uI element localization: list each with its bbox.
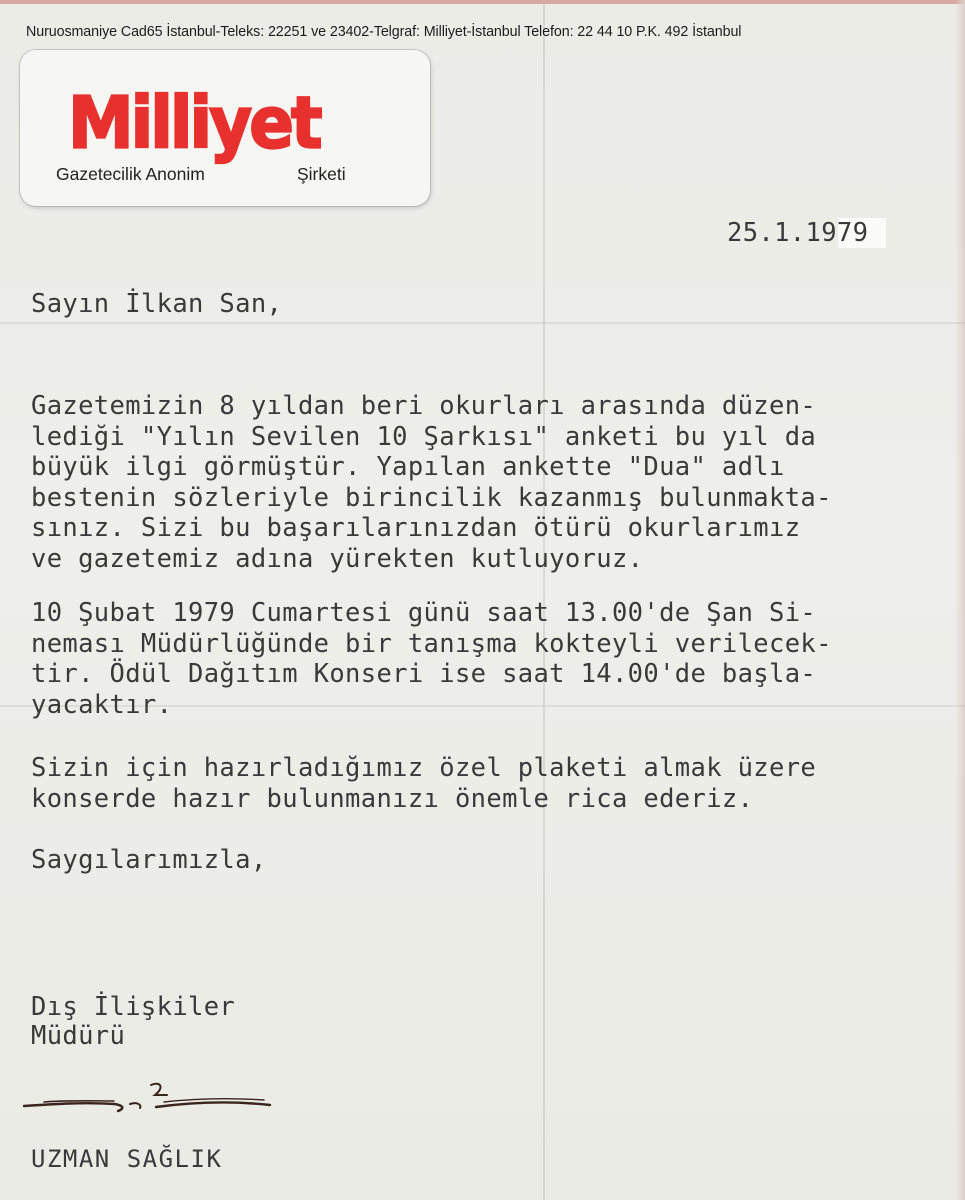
paper-right-edge — [955, 0, 965, 1200]
signatory-title-line: Dış İlişkiler — [31, 992, 236, 1022]
milliyet-logo: Milliyet — [68, 81, 320, 165]
signatory-title-line: Müdürü — [31, 1021, 126, 1051]
paragraph-line: 10 Şubat 1979 Cumartesi günü saat 13.00'de Şan Si- — [31, 598, 817, 628]
paragraph-line: Sizin için hazırladığımız özel plaketi almak üzere — [31, 753, 817, 783]
paper-top-edge — [0, 0, 965, 4]
paragraph-line: sınız. Sizi bu başarılarınızdan ötürü okurlarımız — [31, 513, 801, 543]
logo-subtitle-right: Şirketi — [297, 164, 346, 184]
paragraph-request — [31, 753, 951, 814]
paragraph-line: yacaktır. — [31, 689, 173, 720]
paragraph-line: Gazetemizin 8 yıldan beri okurları arasında düzen- — [31, 391, 817, 421]
letterhead-address: Nuruosmaniye Cad65 İstanbul-Teleks: 22251 ve 23402-Telgraf: Milliyet-İstanbul Telefon: 22 44 10 P.K. 492 İstanbul — [26, 24, 742, 40]
paper-fold-horizontal-upper — [0, 322, 965, 324]
paragraph-line: neması Müdürlüğünde bir tanışma kokteyli verilecek- — [31, 628, 832, 659]
signatory-name: UZMAN SAĞLIK — [31, 1145, 223, 1173]
salutation: Sayın İlkan San, — [31, 289, 283, 319]
handwritten-signature — [14, 1074, 284, 1124]
signatory-title — [31, 993, 235, 1051]
logo-subtitle-left: Gazetecilik Anonim — [56, 164, 205, 184]
closing: Saygılarımızla, — [31, 845, 267, 875]
paragraph-announcement — [31, 391, 951, 574]
paragraph-line: ve gazetemiz adına yürekten kutluyoruz. — [31, 543, 644, 574]
paragraph-line: lediği "Yılın Sevilen 10 Şarkısı" anketi bu yıl da — [31, 421, 817, 452]
paragraph-line: büyük ilgi görmüştür. Yapılan ankette "Dua" adlı — [31, 452, 785, 482]
letter-date: 25.1.1979 — [727, 218, 886, 248]
paragraph-line: konserde hazır bulunmanızı önemle rica ederiz. — [31, 783, 754, 814]
paragraph-line: tir. Ödül Dağıtım Konseri ise saat 14.00'de başla- — [31, 659, 817, 689]
paragraph-event-details — [31, 598, 951, 720]
paragraph-line: bestenin sözleriyle birincilik kazanmış bulunmakta- — [31, 482, 832, 513]
